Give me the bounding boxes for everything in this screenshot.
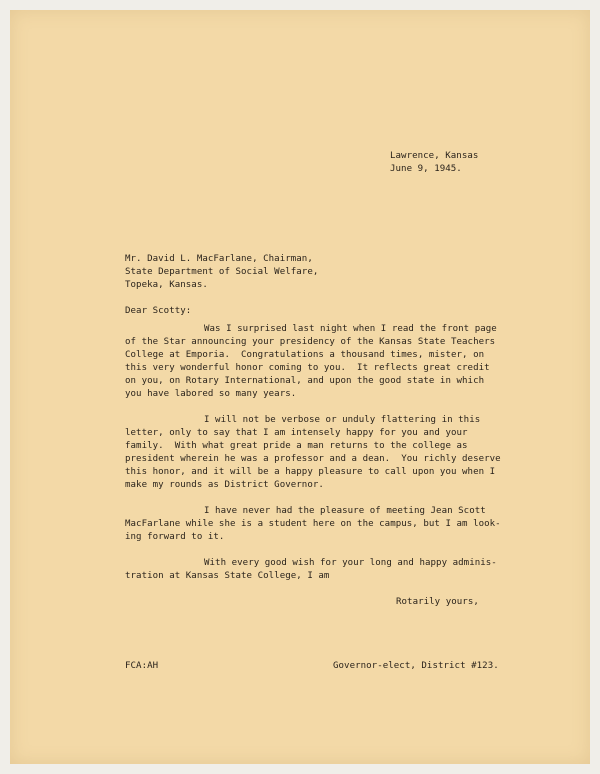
paragraph-2-line: letter, only to say that I am intensely happy for you and your xyxy=(125,428,468,438)
closing: Rotarily yours, xyxy=(396,597,479,607)
letter-body xyxy=(10,10,590,764)
paragraph-2-line: make my rounds as District Governor. xyxy=(125,480,324,490)
paragraph-3-line: MacFarlane while she is a student here on the campus, but I am look- xyxy=(125,519,501,529)
recipient-line: Mr. David L. MacFarlane, Chairman, xyxy=(125,254,313,264)
paragraph-2-line: I will not be verbose or unduly flattering in this xyxy=(204,415,481,425)
paragraph-4-line: With every good wish for your long and happy adminis- xyxy=(204,558,497,568)
typist-initials: FCA:AH xyxy=(125,661,159,671)
paragraph-1-line: on you, on Rotary International, and upon the good state in which xyxy=(125,376,485,386)
paragraph-1-line: College at Emporia. Congratulations a thousand times, mister, on xyxy=(125,350,485,360)
paragraph-2-line: president wherein he was a professor and a dean. You richly deserve xyxy=(125,454,501,464)
paragraph-4-line: tration at Kansas State College, I am xyxy=(125,571,330,581)
paragraph-2-line: this honor, and it will be a happy pleasure to call upon you when I xyxy=(125,467,496,477)
paragraph-1-line: of the Star announcing your presidency of the Kansas State Teachers xyxy=(125,337,496,347)
recipient-line: State Department of Social Welfare, xyxy=(125,267,319,277)
paragraph-3-line: ing forward to it. xyxy=(125,532,225,542)
paragraph-1-line: you have labored so many years. xyxy=(125,389,297,399)
paragraph-2-line: family. With what great pride a man returns to the college as xyxy=(125,441,468,451)
salutation: Dear Scotty: xyxy=(125,306,192,316)
signature-title: Governor-elect, District #123. xyxy=(333,661,499,671)
place-line: Lawrence, Kansas xyxy=(390,151,479,161)
paragraph-3-line: I have never had the pleasure of meeting Jean Scott xyxy=(204,506,486,516)
recipient-line: Topeka, Kansas. xyxy=(125,280,208,290)
paragraph-1-line: this very wonderful honor coming to you. It reflects great credit xyxy=(125,363,490,373)
date-line: June 9, 1945. xyxy=(390,164,462,174)
paragraph-1-line: Was I surprised last night when I read the front page xyxy=(204,324,497,334)
letter-page xyxy=(10,10,590,764)
